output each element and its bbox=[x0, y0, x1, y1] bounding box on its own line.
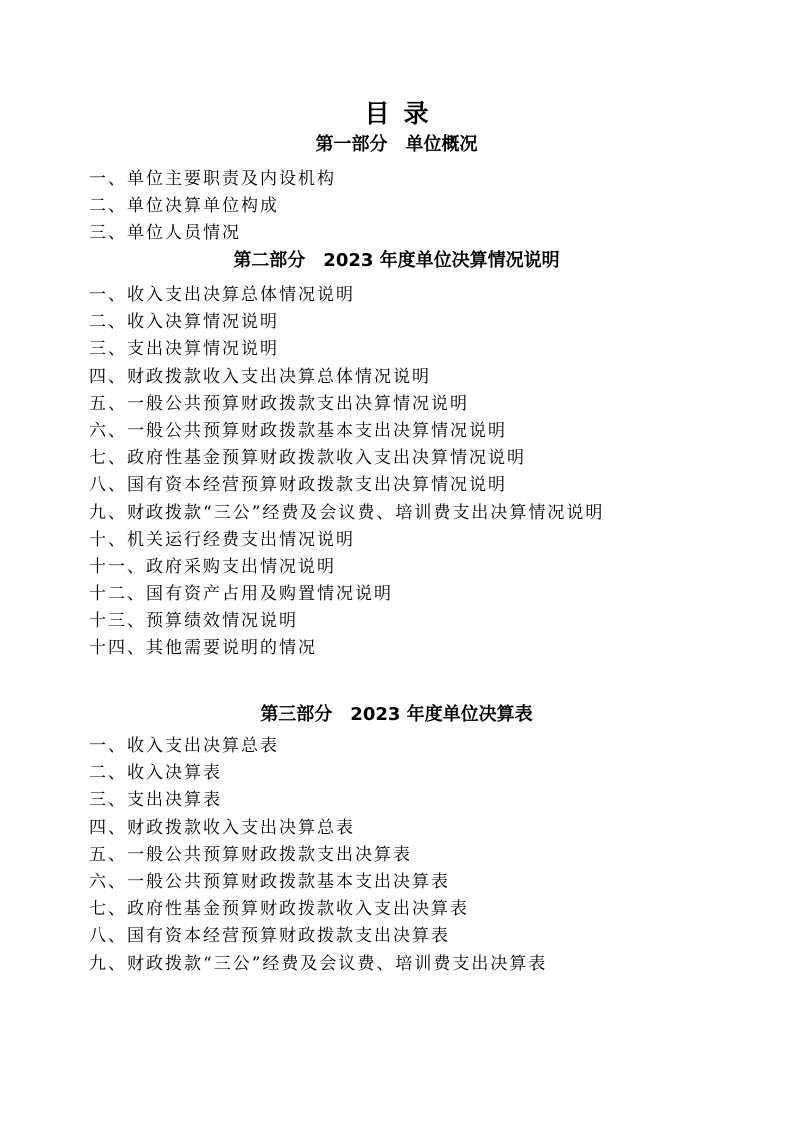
list-item: 四、财政拨款收入支出决算总表 bbox=[89, 817, 355, 838]
list-item: 六、一般公共预算财政拨款基本支出决算表 bbox=[89, 871, 450, 892]
list-item: 九、财政拨款“三公”经费及会议费、培训费支出决算情况说明 bbox=[89, 502, 605, 523]
list-item: 十三、预算绩效情况说明 bbox=[89, 611, 298, 632]
list-item: 三、单位人员情况 bbox=[89, 223, 241, 244]
part3-list bbox=[89, 733, 547, 978]
list-item: 二、单位决算单位构成 bbox=[89, 196, 279, 217]
list-item: 六、一般公共预算财政拨款基本支出决算情况说明 bbox=[89, 420, 507, 441]
list-item: 二、收入决算情况说明 bbox=[89, 312, 279, 333]
list-item: 十、机关运行经费支出情况说明 bbox=[89, 529, 355, 550]
list-item: 十一、政府采购支出情况说明 bbox=[89, 556, 336, 577]
list-item: 九、财政拨款“三公”经费及会议费、培训费支出决算表 bbox=[89, 953, 548, 974]
list-item: 五、一般公共预算财政拨款支出决算情况说明 bbox=[89, 393, 469, 414]
part1-heading: 第一部分 单位概况 bbox=[315, 134, 478, 155]
list-item: 十二、国有资产占用及购置情况说明 bbox=[89, 584, 393, 605]
list-item: 八、国有资本经营预算财政拨款支出决算表 bbox=[89, 926, 450, 947]
list-item: 五、一般公共预算财政拨款支出决算表 bbox=[89, 844, 412, 865]
list-item: 十四、其他需要说明的情况 bbox=[89, 638, 317, 659]
list-item: 二、收入决算表 bbox=[89, 763, 222, 784]
part3-heading: 第三部分 2023 年度单位决算表 bbox=[260, 704, 533, 725]
list-item: 八、国有资本经营预算财政拨款支出决算情况说明 bbox=[89, 475, 507, 496]
list-item: 七、政府性基金预算财政拨款收入支出决算表 bbox=[89, 899, 469, 920]
part2-list bbox=[89, 282, 604, 663]
list-item: 三、支出决算表 bbox=[89, 790, 222, 811]
list-item: 三、支出决算情况说明 bbox=[89, 339, 279, 360]
list-item: 七、政府性基金预算财政拨款收入支出决算情况说明 bbox=[89, 448, 526, 469]
document-title: 目录 bbox=[364, 99, 443, 128]
list-item: 一、单位主要职责及内设机构 bbox=[89, 169, 336, 189]
list-item: 一、收入支出决算总体情况说明 bbox=[89, 285, 355, 305]
list-item: 四、财政拨款收入支出决算总体情况说明 bbox=[89, 366, 431, 387]
list-item: 一、收入支出决算总表 bbox=[89, 736, 279, 756]
part2-heading: 第二部分 2023 年度单位决算情况说明 bbox=[233, 250, 560, 271]
part1-list bbox=[89, 166, 336, 248]
